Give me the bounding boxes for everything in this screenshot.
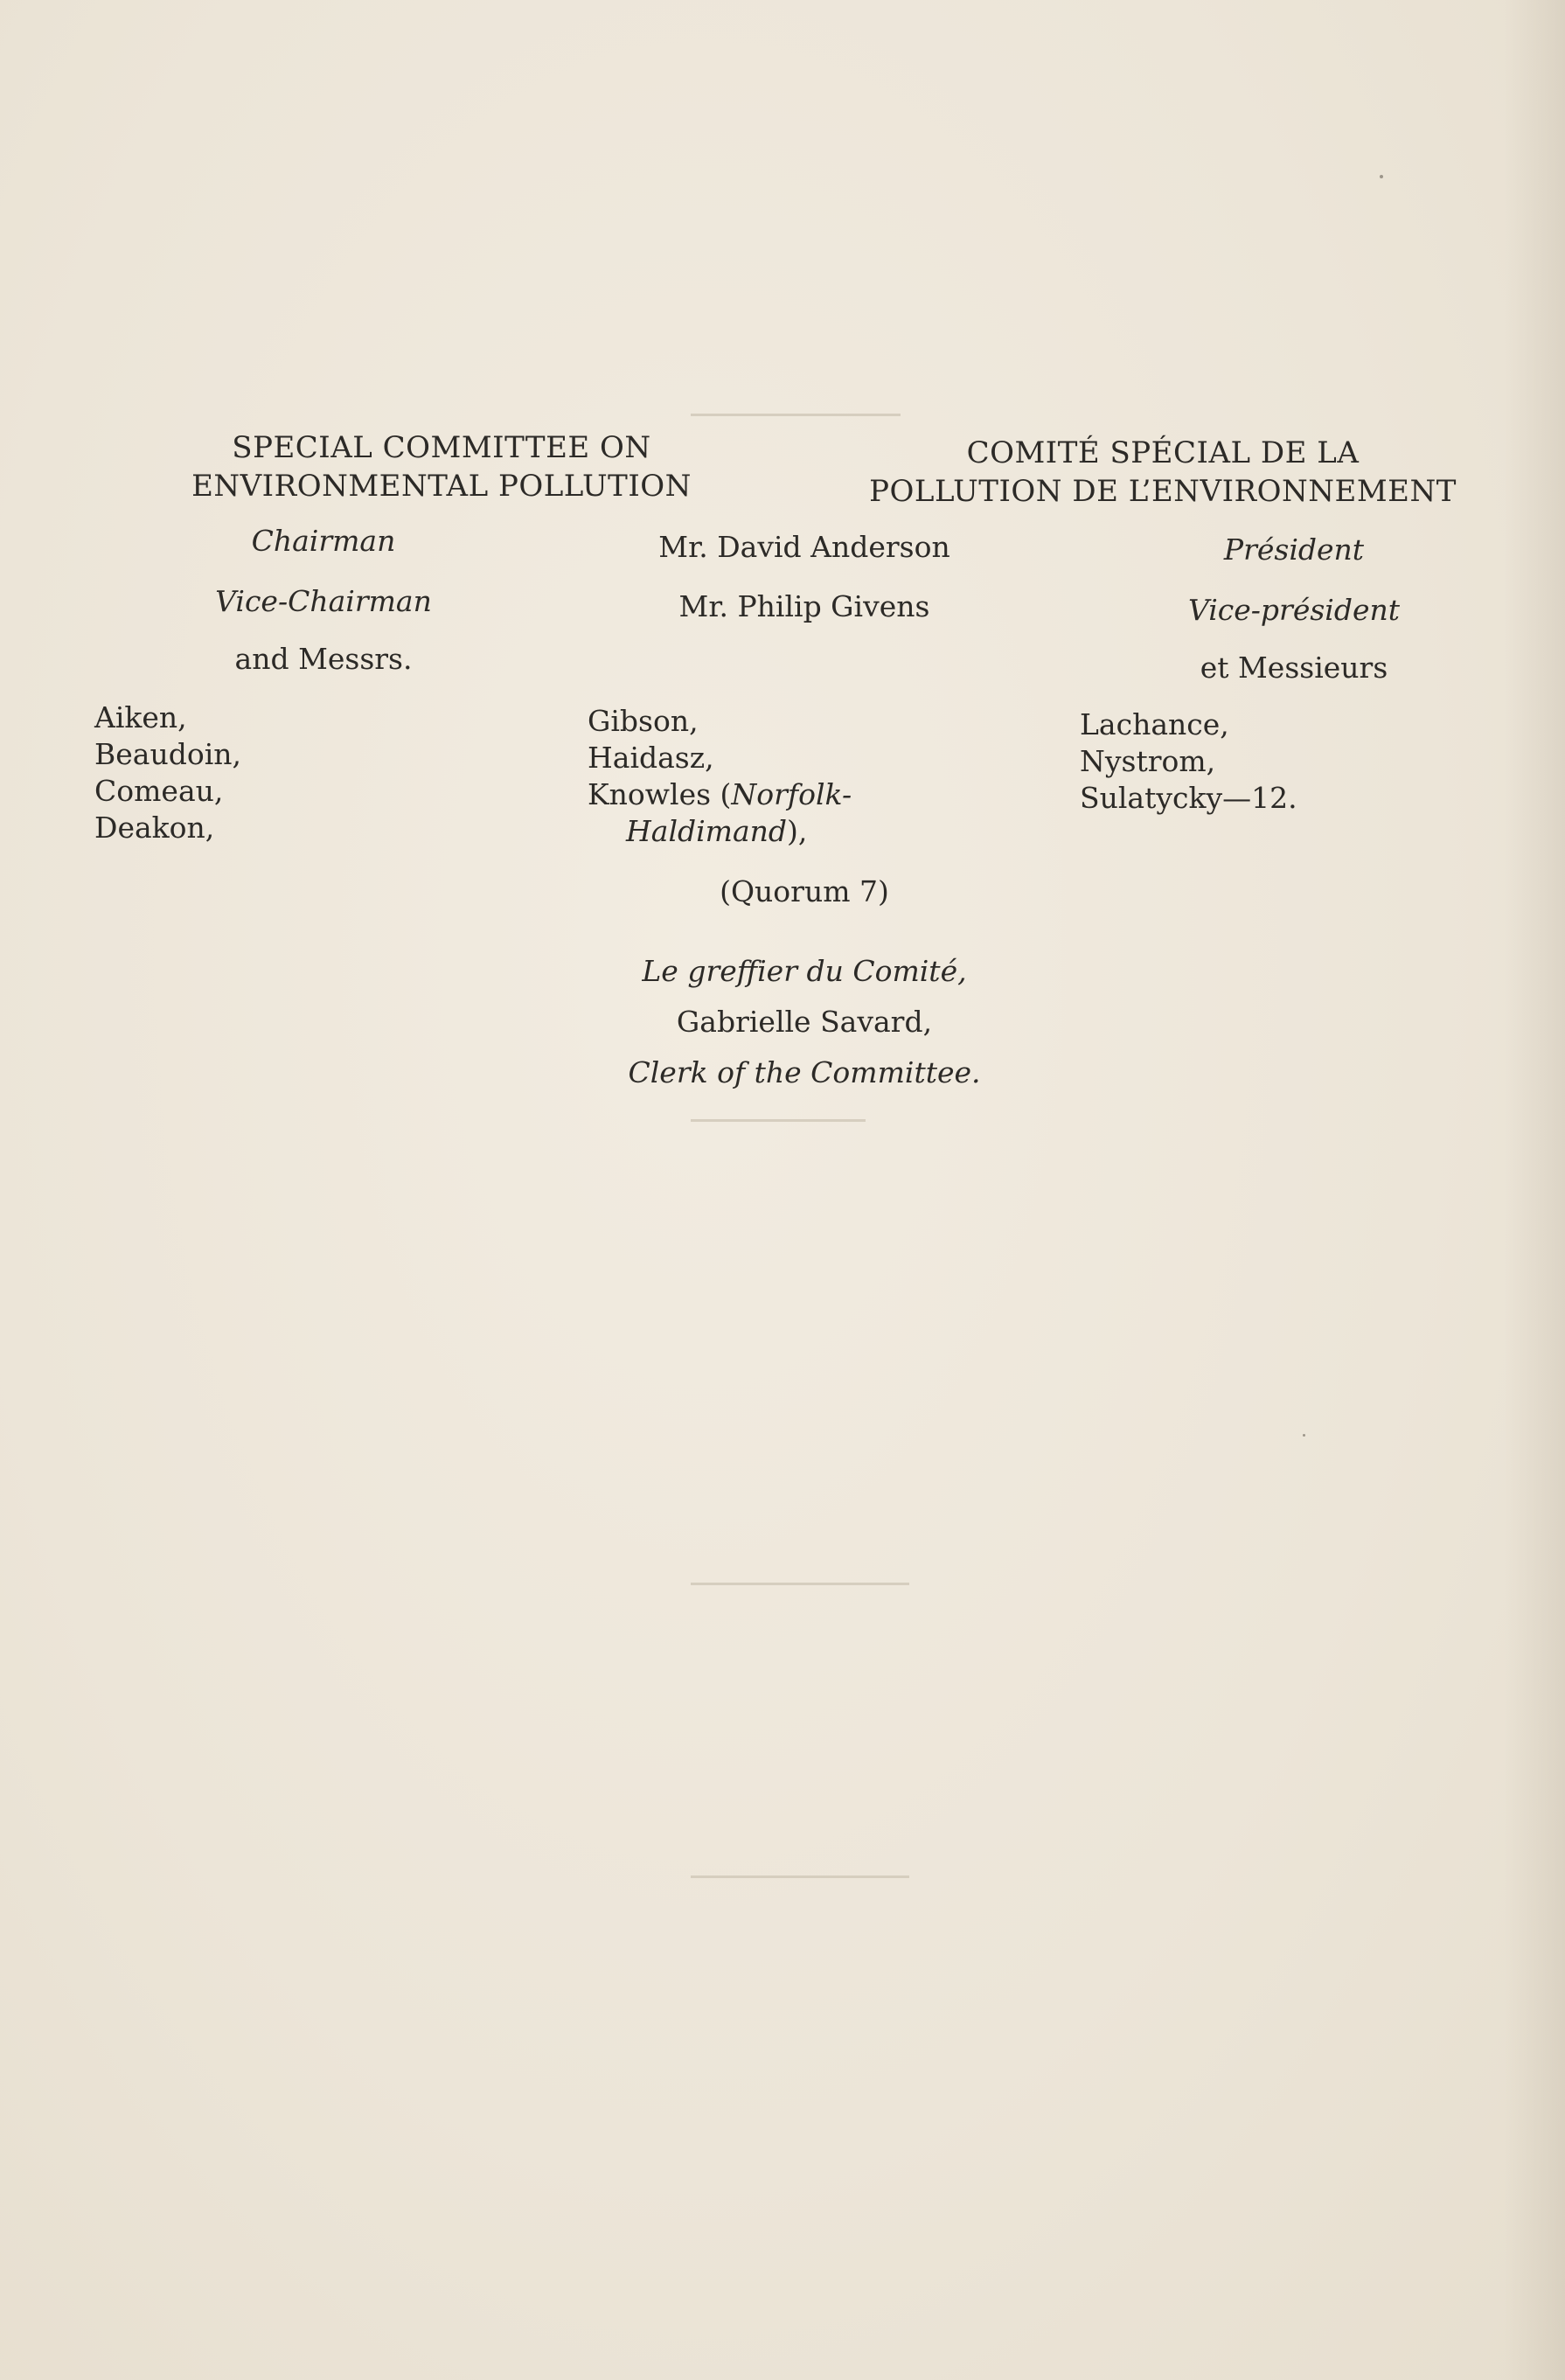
bleed-through-rule (691, 1875, 909, 1878)
knowles-tail: ), (787, 814, 808, 848)
member-name: Beaudoin, (94, 737, 241, 771)
et-messieurs-label: et Messieurs (1200, 651, 1388, 685)
english-committee-title (140, 428, 743, 505)
english-title-line-2: ENVIRONMENTAL POLLUTION (191, 469, 692, 504)
knowles-riding-part-1: Norfolk- (731, 777, 852, 811)
knowles-riding-continuation (588, 813, 852, 850)
bleed-through-rule (691, 1583, 909, 1585)
knowles-riding-part-2: Haldimand (626, 814, 788, 848)
paper-speck (1303, 1434, 1305, 1437)
chairman-label: Chairman (251, 524, 396, 558)
and-messrs-label: and Messrs. (234, 642, 413, 676)
member-name: Sulatycky—12. (1080, 781, 1297, 815)
clerk-french-label: Le greffier du Comité, (642, 954, 967, 988)
president-label: Président (1223, 532, 1365, 567)
clerk-english-label: Clerk of the Committee. (628, 1055, 981, 1089)
vice-chairman-label: Vice-Chairman (215, 584, 432, 618)
vice-president-label: Vice-président (1187, 593, 1401, 627)
clerk-block (525, 953, 1084, 1091)
bleed-through-rule (691, 414, 901, 416)
member-name-knowles (588, 776, 852, 813)
clerk-name: Gabrielle Savard, (676, 1005, 933, 1039)
member-name: Comeau, (94, 774, 224, 808)
member-name: Deakon, (94, 811, 215, 845)
knowles-name: Knowles ( (588, 777, 732, 811)
member-name: Gibson, (588, 704, 699, 738)
english-title-line-1: SPECIAL COMMITTEE ON (232, 430, 651, 465)
members-column-1 (94, 699, 241, 846)
paper-speck (1380, 175, 1383, 178)
quorum: (Quorum 7) (720, 874, 889, 908)
vice-chairman-name: Mr. Philip Givens (678, 589, 930, 623)
french-title-line-2: POLLUTION DE L’ENVIRONNEMENT (869, 474, 1457, 509)
binding-shadow (1504, 0, 1565, 2380)
chairman-name: Mr. David Anderson (658, 530, 950, 564)
member-name: Lachance, (1080, 707, 1229, 741)
member-name: Aiken, (94, 700, 187, 734)
bleed-through-rule (691, 1119, 866, 1122)
member-name: Haidasz, (588, 741, 714, 775)
members-column-3 (1080, 706, 1297, 817)
french-title-line-1: COMITÉ SPÉCIAL DE LA (966, 435, 1360, 470)
members-column-2 (588, 703, 852, 850)
member-name: Nystrom, (1080, 744, 1216, 778)
french-committee-title (822, 434, 1504, 511)
